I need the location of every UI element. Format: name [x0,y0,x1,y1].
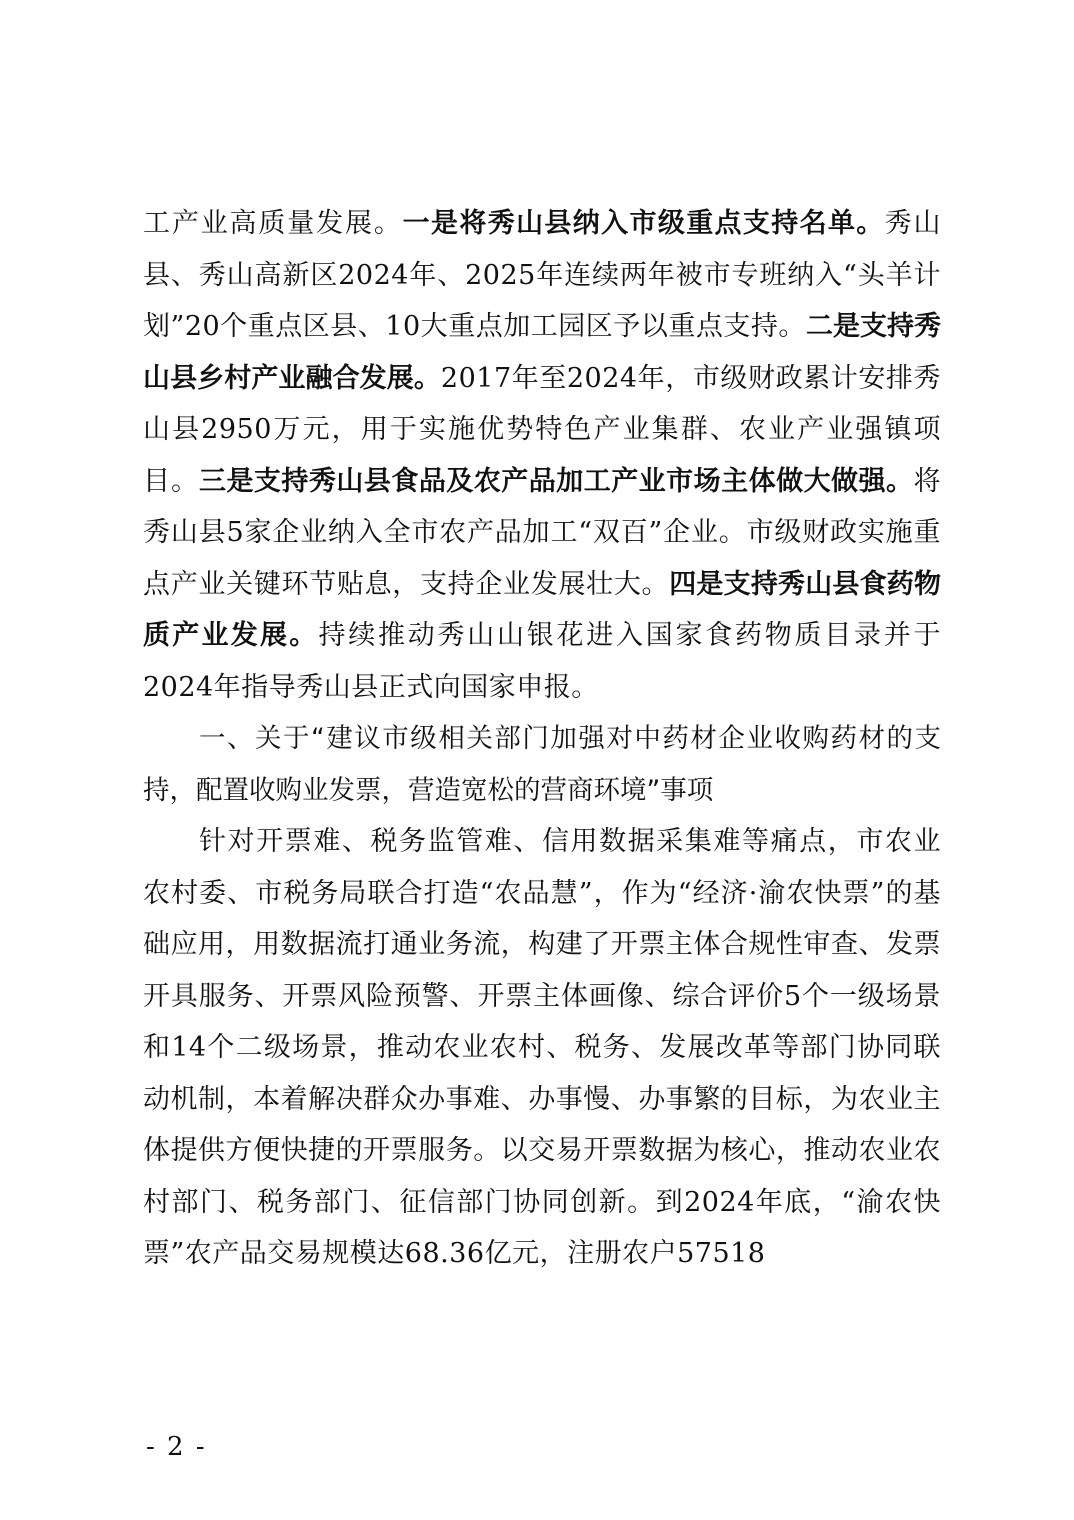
paragraph-1-text-1: 工产业高质量发展。 [143,208,403,239]
paragraph-1 [143,198,941,713]
body-text [143,198,941,1280]
paragraph-1-text-4: 将秀山县5家企业纳入全市农产品加工“双百”企业。市级财政实施重点产业关键环节贴息，支持企业发展壮大。 [143,465,942,600]
point-four-bold: 四是支持秀山县食药物质产业发展。 [143,568,942,651]
paragraph-1-text-2: 秀山县、秀山高新区2024年、2025年连续两年被市专班纳入“头羊计划”20个重点区县、10大重点加工园区予以重点支持。 [143,208,942,342]
point-one-bold: 一是将秀山县纳入市级重点支持名单。 [402,208,885,239]
point-two-bold: 二是支持秀山县乡村产业融合发展。 [143,311,942,394]
page-number: - 2 - [146,1432,207,1462]
point-three-bold: 三是支持秀山县食品及农产品加工产业市场主体做大做强。 [198,465,914,497]
paragraph-1-text-3: 2017年至2024年，市级财政累计安排秀山县2950万元，用于实施优势特色产业集群、农业产业强镇项目。 [143,362,942,497]
section-heading: 一、关于“建议市级相关部门加强对中药材企业收购药材的支持，配置收购业发票，营造宽松的营商环境”事项 [143,723,941,806]
paragraph-1-text-5: 持续推动秀山山银花进入国家食药物质目录并于2024年指导秀山县正式向国家申报。 [143,620,941,703]
paragraph-2: 针对开票难、税务监管难、信用数据采集难等痛点，市农业农村委、市税务局联合打造“农品慧”，作为“经济·渝农快票”的基础应用，用数据流打通业务流，构建了开票主体合规性审查、发票开具服务、开票风险预警、开票主体画像、综合评价5个一级场景和14个二级场景，推动农业农村、税务、发展改革等部门协同联动机制，本着解决群众办事难、办事慢、办事繁的目标，为农业主体提供方便快捷的开票服务。以交易开票数据为核心，推动农业农村部门、税务部门、征信部门协同创新。到2024年底，“渝农快票”农产品交易规模达68.36亿元，注册农户57518 [143,826,941,1269]
